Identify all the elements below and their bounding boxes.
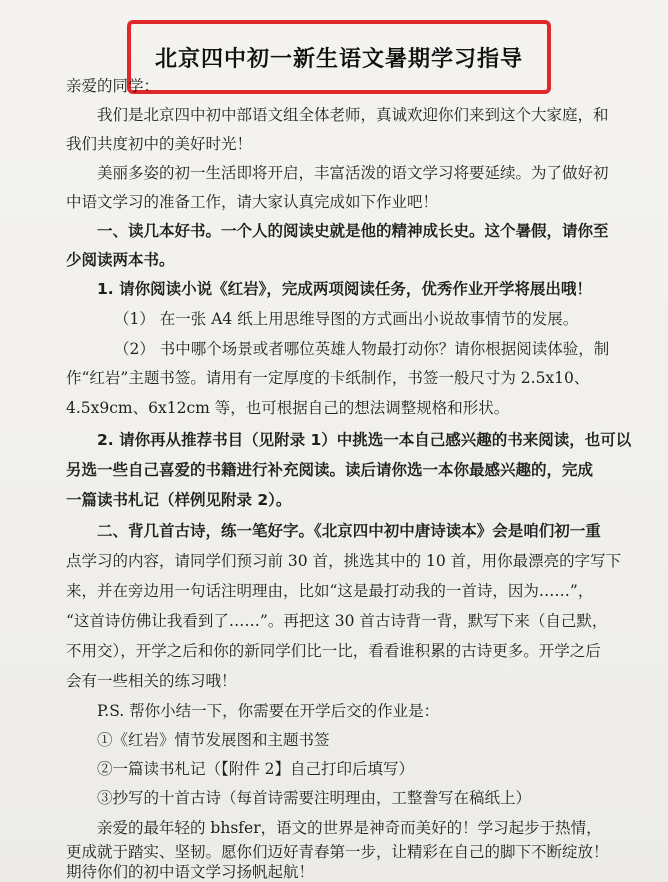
text-line: 少阅读两本书。 bbox=[66, 251, 175, 269]
text-line: 另选一些自己喜爱的书籍进行补充阅读。读后请你选一本你最感兴趣的，完成 bbox=[66, 461, 594, 479]
text-line: 期待你们的初中语文学习扬帆起航！ bbox=[66, 863, 315, 881]
text-line: （2） 书中哪个场景或者哪位英雄人物最打动你？请你根据阅读体验，制 bbox=[114, 340, 610, 358]
text-line: 不用交），开学之后和你的新同学们比一比，看看谁积累的古诗更多。开学之后 bbox=[66, 642, 601, 660]
text-line: 更成就于踏实、坚韧。愿你们迈好青春第一步，让精彩在自己的脚下不断绽放！ bbox=[66, 843, 609, 861]
text-line: 会有一些相关的练习哦！ bbox=[66, 672, 237, 690]
text-line: 作“红岩”主题书签。请用有一定厚度的卡纸制作，书签一般尺寸为 2.5x10、 bbox=[66, 369, 590, 387]
title-highlight-box bbox=[127, 20, 551, 94]
text-line: 点学习的内容，请同学们预习前 30 首，挑选其中的 10 首，用你最漂亮的字写下 bbox=[66, 552, 622, 570]
text-line: 亲爱的同学： bbox=[66, 77, 160, 95]
text-line: （1） 在一张 A4 纸上用思维导图的方式画出小说故事情节的发展。 bbox=[114, 310, 579, 328]
text-line: ①《红岩》情节发展图和主题书签 bbox=[97, 731, 330, 749]
text-line: 二、背几首古诗，练一笔好字。《北京四中初中唐诗读本》会是咱们初一重 bbox=[97, 522, 601, 540]
text-line: 来，并在旁边用一句话注明理由，比如“这是最打动我的一首诗，因为……”， bbox=[66, 582, 594, 600]
text-line: 亲爱的最年轻的 bhsfer，语文的世界是神奇而美好的！学习起步于热情， bbox=[97, 819, 602, 837]
text-line: 美丽多姿的初一生活即将开启，丰富活泼的语文学习将要延续。为了做好初 bbox=[97, 164, 609, 182]
text-line: 2. 请你再从推荐书目（见附录 1）中挑选一本自己感兴趣的书来阅读，也可以 bbox=[97, 431, 632, 449]
text-line: 我们是北京四中初中部语文组全体老师，真诚欢迎你们来到这个大家庭，和 bbox=[97, 106, 609, 124]
text-line: P.S. 帮你小结一下，你需要在开学后交的作业是： bbox=[97, 702, 440, 720]
text-line: “这首诗仿佛让我看到了……”。再把这 30 首古诗背一背，默写下来（自己默， bbox=[66, 612, 608, 630]
document-title: 北京四中初一新生语文暑期学习指导 bbox=[154, 46, 523, 72]
text-line: 中语文学习的准备工作，请大家认真完成如下作业吧！ bbox=[66, 193, 439, 211]
text-line: 4.5x9cm、6x12cm 等，也可根据自己的想法调整规格和形状。 bbox=[66, 399, 510, 417]
text-line: 1. 请你阅读小说《红岩》，完成两项阅读任务，优秀作业开学将展出哦！ bbox=[97, 280, 592, 298]
text-line: ②一篇读书札记（【附件 2】自己打印后填写） bbox=[97, 760, 415, 778]
text-line: 一篇读书札记（样例见附录 2）。 bbox=[66, 491, 292, 509]
text-line: ③抄写的十首古诗（每首诗需要注明理由，工整誊写在稿纸上） bbox=[97, 789, 532, 807]
text-line: 我们共度初中的美好时光！ bbox=[66, 135, 253, 153]
text-line: 一、读几本好书。一个人的阅读史就是他的精神成长史。这个暑假，请你至 bbox=[97, 222, 609, 240]
